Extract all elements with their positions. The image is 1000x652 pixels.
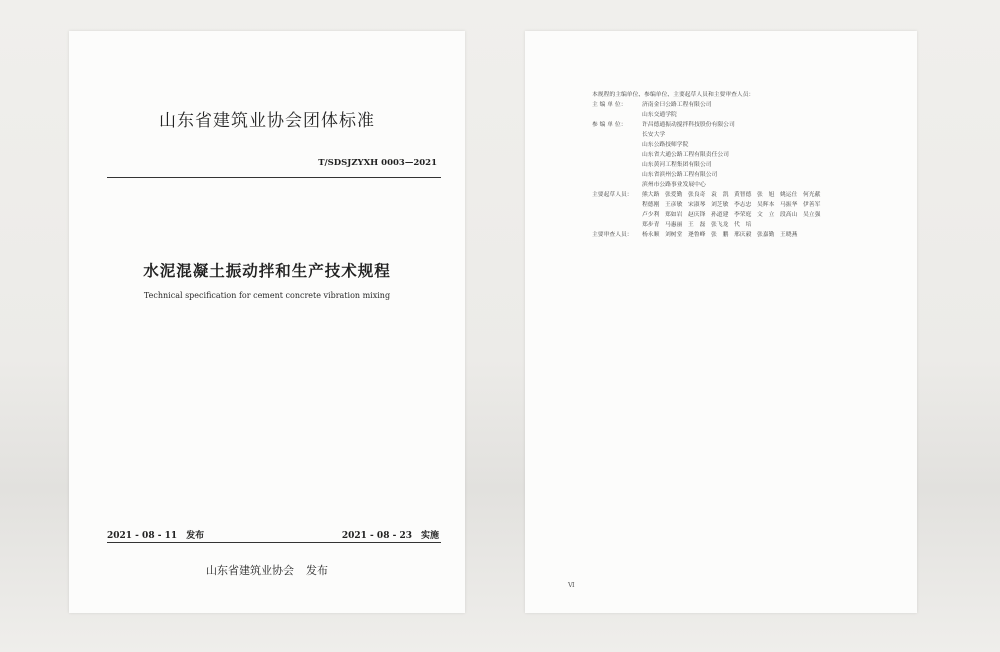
drafter-name: 宋淑琴 <box>688 202 706 208</box>
publisher-line <box>69 562 465 578</box>
drafter-name: 王彦敏 <box>665 202 683 208</box>
drafter-name: 黄智德 <box>734 192 752 198</box>
drafter-name: 张良奇 <box>688 192 706 198</box>
drafter-name: 袁 凯 <box>711 192 729 198</box>
standard-org: 山东省建筑业协会团体标准 <box>159 111 375 131</box>
participating-unit: 滨州市公路事业发展中心 <box>642 182 706 188</box>
drafter-name: 何光献 <box>803 192 821 198</box>
drafter-name: 郑如岩 <box>665 212 683 218</box>
drafter-name: 伊善军 <box>803 202 821 208</box>
drafter-name: 刘芝敏 <box>711 202 729 208</box>
participating-unit: 山东省大通公路工程有限责任公司 <box>642 152 729 158</box>
drafters-row <box>642 220 757 230</box>
drafter-name: 马振华 <box>780 202 798 208</box>
drafter-name: 赵庆锋 <box>688 212 706 218</box>
drafters-row <box>642 210 826 220</box>
drafters-row <box>642 200 826 210</box>
cover-page <box>69 31 465 613</box>
reviewer-name: 张 鹏 <box>711 232 729 238</box>
publisher-action: 发布 <box>306 564 328 577</box>
reviewer-name: 逄鲁峰 <box>688 232 706 238</box>
drafter-name: 文 立 <box>757 212 775 218</box>
drafter-name: 代 培 <box>734 222 752 228</box>
drafter-name: 张 旭 <box>757 192 775 198</box>
drafter-name: 王 磊 <box>688 222 706 228</box>
title-en: Technical specification for cement concrete vibration mixing <box>143 291 391 300</box>
issue-line <box>107 528 204 541</box>
participating-unit: 山东省滨州公路工程有限公司 <box>642 172 718 178</box>
drafter-name: 段高山 <box>780 212 798 218</box>
drafter-name: 李志忠 <box>734 202 752 208</box>
participating-unit: 许昌德通振动搅拌科技股份有限公司 <box>642 122 735 128</box>
reviewer-name: 杨永顺 <box>642 232 660 238</box>
participating-unit: 山东黄河工程集团有限公司 <box>642 162 712 168</box>
drafter-name: 郑步青 <box>642 222 660 228</box>
reviewers-row <box>642 230 803 240</box>
header-rule <box>107 177 441 178</box>
drafter-name: 孙道建 <box>711 212 729 218</box>
reviewer-name: 王晓燕 <box>780 232 798 238</box>
reviewers-label: 主要审查人员： <box>592 232 633 238</box>
chief-unit: 济南金曰公路工程有限公司 <box>642 102 712 108</box>
drafter-name: 张爱勤 <box>665 192 683 198</box>
page-number: Ⅵ <box>568 581 575 589</box>
standard-code: T/SDSJZYXH 0003—2021 <box>318 158 437 168</box>
reviewer-name: 刘树堂 <box>665 232 683 238</box>
drafter-name: 吴立强 <box>803 212 821 218</box>
drafter-name: 马惠丽 <box>665 222 683 228</box>
drafter-name: 程德刚 <box>642 202 660 208</box>
credits-page <box>525 31 917 613</box>
title-cn: 水泥混凝土振动拌和生产技术规程 <box>143 261 391 280</box>
drafter-name: 姚运仕 <box>780 192 798 198</box>
implement-line <box>342 528 439 541</box>
credits-intro: 本规程的主编单位、参编单位、主要起草人员和主要审查人员： <box>592 92 755 98</box>
chief-unit: 山东交通学院 <box>642 112 677 118</box>
implement-date: 2021 - 08 - 23 <box>341 531 412 541</box>
participating-unit: 山东公路技师学院 <box>642 142 689 148</box>
reviewer-name: 邢庆毅 <box>734 232 752 238</box>
drafter-name: 张飞龙 <box>711 222 729 228</box>
issue-label: 发布 <box>186 531 205 541</box>
drafters-row <box>642 190 826 200</box>
participating-unit: 长安大学 <box>642 132 666 138</box>
drafter-name: 熊大路 <box>642 192 660 198</box>
reviewer-name: 张嘉勤 <box>757 232 775 238</box>
implement-label: 实施 <box>420 531 439 541</box>
credits-block <box>592 90 911 240</box>
publisher: 山东省建筑业协会 <box>206 564 294 577</box>
issue-date: 2021 - 08 - 11 <box>107 531 178 541</box>
footer-rule <box>107 542 441 543</box>
participating-units-label: 参 编 单 位： <box>592 122 627 128</box>
drafters-label: 主要起草人员： <box>592 192 633 198</box>
drafter-name: 卢少利 <box>642 212 660 218</box>
drafter-name: 李荣庭 <box>734 212 752 218</box>
drafter-name: 吴辉本 <box>757 202 775 208</box>
chief-units-label: 主 编 单 位： <box>592 102 627 108</box>
